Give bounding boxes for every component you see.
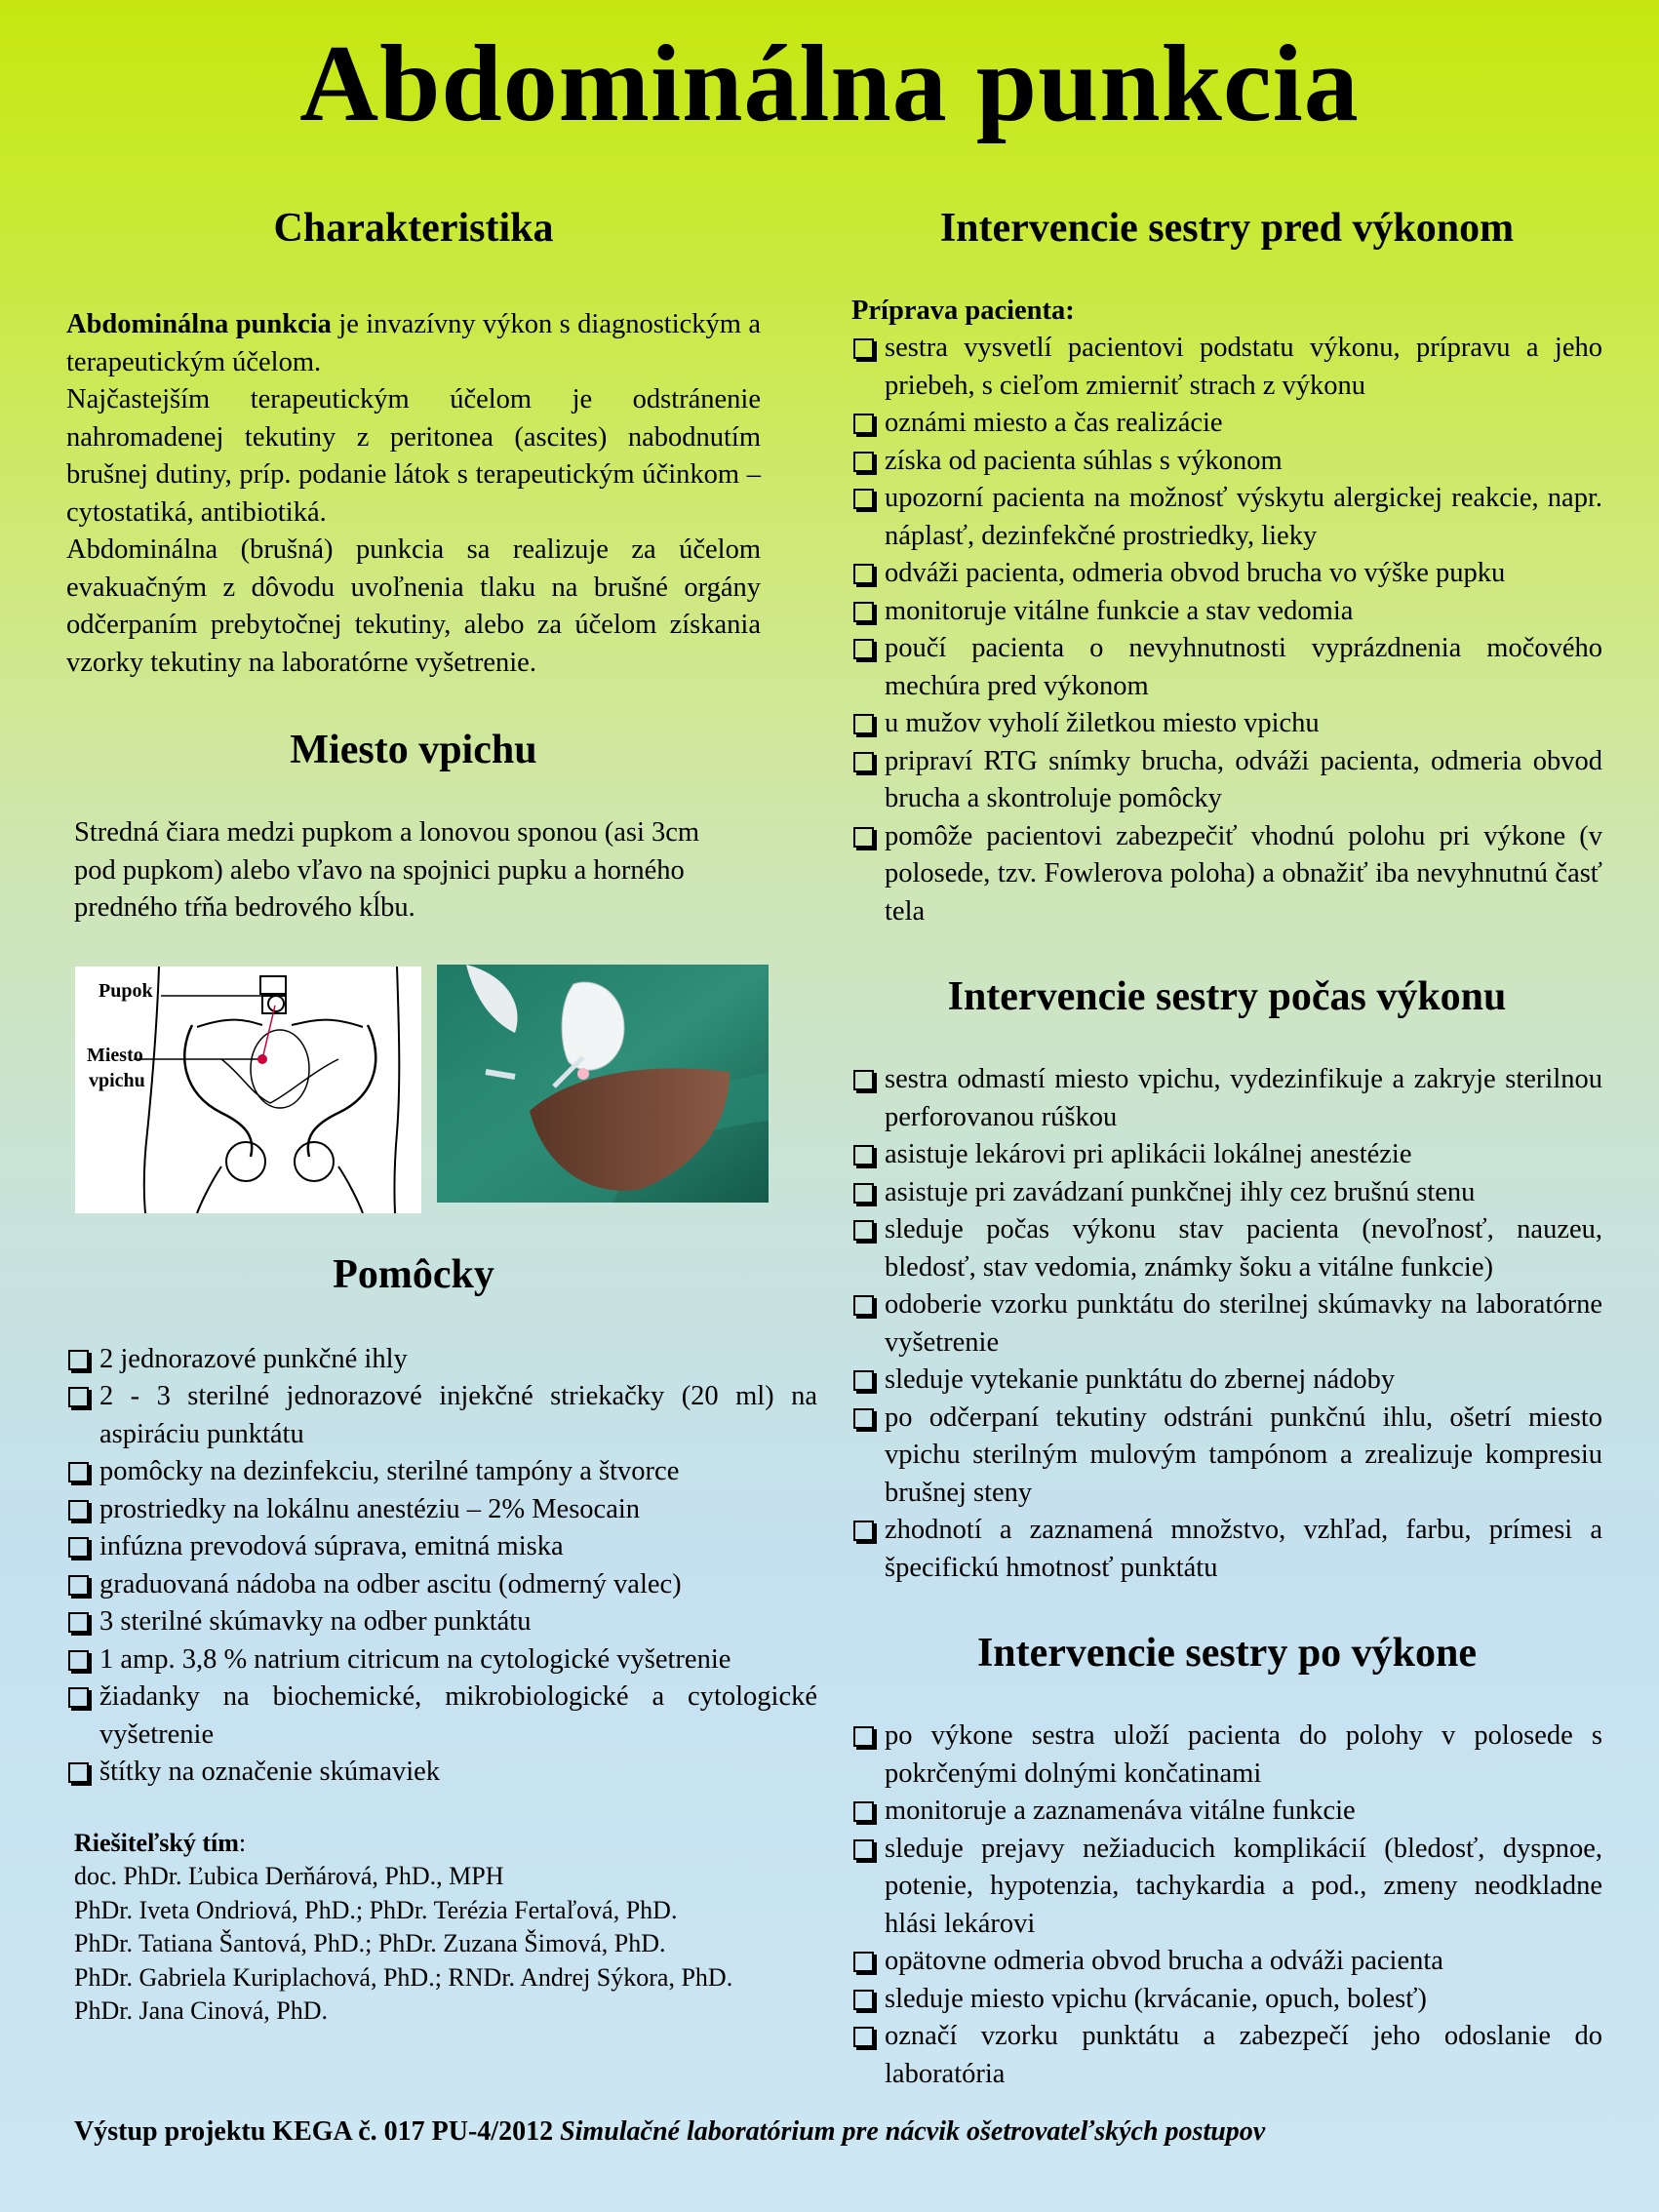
- miesto-heading: Miesto vpichu: [290, 728, 537, 772]
- charakteristika-p1: [66, 306, 761, 381]
- checkbox-icon: [853, 1521, 874, 1541]
- list-item: 2 - 3 sterilné jednorazové injekčné striekačky (20 ml) na aspiráciu punktátu: [66, 1378, 817, 1453]
- checkbox-icon: [68, 1575, 89, 1596]
- list-item: sleduje miesto vpichu (krvácanie, opuch, bolesť): [851, 1981, 1602, 2019]
- list-item: sleduje vytekanie punktátu do zbernej nádoby: [851, 1362, 1602, 1400]
- checkbox-icon: [853, 564, 874, 584]
- checkbox-icon: [68, 1387, 89, 1407]
- list-item: opätovne odmeria obvod brucha a odváži pacienta: [851, 1943, 1602, 1981]
- team-member: doc. PhDr. Ľubica Derňárová, PhD., MPH: [74, 1862, 504, 1890]
- list-item: 1 amp. 3,8 % natrium citricum na cytologické vyšetrenie: [66, 1641, 817, 1679]
- pomocky-heading: Pomôcky: [333, 1251, 494, 1297]
- checkbox-icon: [853, 827, 874, 848]
- team-heading: Riešiteľský tím:: [74, 1828, 247, 1857]
- checkbox-icon: [68, 1762, 89, 1783]
- footer: [74, 2116, 1265, 2148]
- list-item: získa od pacienta súhlas s výkonom: [851, 443, 1602, 481]
- pred-list: [851, 330, 1602, 930]
- checkbox-icon: [853, 1801, 874, 1822]
- checkbox-icon: [68, 1612, 89, 1633]
- checkbox-icon: [853, 1408, 874, 1429]
- label-miesto: Miesto: [87, 1044, 143, 1066]
- charakteristika-bold-term: Abdominálna punkcia: [66, 309, 332, 339]
- list-item: poučí pacienta o nevyhnutnosti vyprázdnenia močového mechúra pred výkonom: [851, 630, 1602, 705]
- list-item: sleduje počas výkonu stav pacienta (nevoľnosť, nauzeu, bledosť, stav vedomia, známky šoku a vitálne funkcie): [851, 1211, 1602, 1286]
- checkbox-icon: [853, 1145, 874, 1165]
- list-item: sleduje prejavy nežiaducich komplikácií (bledosť, dyspnoe, potenie, hypotenzia, tachykardia a pod., zmeny neodkladne hlási lekárovi: [851, 1831, 1602, 1944]
- team-block: [66, 1827, 761, 2029]
- list-item: prostriedky na lokálnu anestéziu – 2% Mesocain: [66, 1491, 817, 1529]
- miesto-text: Stredná čiara medzi pupkom a lonovou sponou (asi 3cm pod pupkom) alebo vľavo na spojnici pupku a horného predného tŕňa bedrového kĺbu.: [74, 817, 700, 923]
- list-item: po odčerpaní tekutiny odstráni punkčnú ihlu, ošetrí miesto vpichu sterilným mulovým tampónom a zrealizuje kompresiu brušnej steny: [851, 1400, 1602, 1513]
- checkbox-icon: [68, 1537, 89, 1558]
- label-pupok: Pupok: [99, 979, 153, 1002]
- checkbox-icon: [853, 1990, 874, 2010]
- team-member: PhDr. Iveta Ondriová, PhD.; PhDr. Terézia Fertaľová, PhD.: [74, 1895, 678, 1924]
- team-member: PhDr. Jana Cinová, PhD.: [74, 1996, 328, 2025]
- pocas-list: [851, 1061, 1602, 1587]
- list-item: zhodnotí a zaznamená množstvo, vzhľad, farbu, prímesi a špecifickú hmotnosť punktátu: [851, 1512, 1602, 1587]
- charakteristika-p1-rest: je invazívny výkon s diagnostickým a terapeutickým účelom.: [66, 309, 761, 377]
- team-member: PhDr. Gabriela Kuriplachová, PhD.; RNDr. Andrej Sýkora, PhD.: [74, 1962, 733, 1992]
- pomocky-list: [66, 1341, 817, 1792]
- charakteristika-text: [66, 306, 761, 682]
- pred-sublabel: Príprava pacienta:: [851, 296, 1075, 326]
- pocas-heading: Intervencie sestry počas výkonu: [947, 974, 1507, 1019]
- charakteristika-p2: Najčastejším terapeutickým účelom je odstránenie nahromadenej tekutiny z peritonea (ascites) nabodnutím brušnej dutiny, príp. podanie látok s terapeutickým účinkom – cytostatiká, antibiotiká.: [66, 384, 761, 528]
- list-item: u mužov vyholí žiletkou miesto vpichu: [851, 705, 1602, 743]
- po-list: [851, 1718, 1602, 2093]
- checkbox-icon: [853, 452, 874, 472]
- footer-project-title: Simulačné laboratórium pre nácvik ošetrovateľských postupov: [560, 2116, 1266, 2147]
- checkbox-icon: [853, 714, 874, 734]
- list-item: štítky na označenie skúmaviek: [66, 1754, 817, 1792]
- list-item: infúzna prevodová súprava, emitná miska: [66, 1528, 817, 1566]
- pred-heading: Intervencie sestry pred výkonom: [939, 206, 1515, 251]
- checkbox-icon: [853, 1295, 874, 1316]
- list-item: po výkone sestra uloží pacienta do polohy v polosede s pokrčenými dolnými končatinami: [851, 1718, 1602, 1793]
- checkbox-icon: [853, 489, 874, 509]
- charakteristika-heading: Charakteristika: [273, 206, 554, 251]
- checkbox-icon: [68, 1350, 89, 1370]
- label-vpichu: vpichu: [89, 1069, 145, 1091]
- list-item: označí vzorku punktátu a zabezpečí jeho odoslanie do laboratória: [851, 2018, 1602, 2093]
- list-item: sestra vysvetlí pacientovi podstatu výkonu, prípravu a jeho priebeh, s cieľom zmierniť strach z výkonu: [851, 330, 1602, 405]
- list-item: 3 sterilné skúmavky na odber punktátu: [66, 1603, 817, 1641]
- list-item: sestra odmastí miesto vpichu, vydezinfikuje a zakryje sterilnou perforovanou rúškou: [851, 1061, 1602, 1136]
- list-item: 2 jednorazové punkčné ihly: [66, 1341, 817, 1379]
- checkbox-icon: [853, 1220, 874, 1241]
- checkbox-icon: [853, 1070, 874, 1090]
- list-item: pomôcky na dezinfekciu, sterilné tampóny a štvorce: [66, 1453, 817, 1491]
- checkbox-icon: [68, 1462, 89, 1482]
- anatomy-diagram: [75, 967, 421, 1213]
- illustrations: [66, 967, 761, 1230]
- list-item: monitoruje a zaznamenáva vitálne funkcie: [851, 1793, 1602, 1831]
- checkbox-icon: [68, 1500, 89, 1521]
- list-item: odoberie vzorku punktátu do sterilnej skúmavky na laboratórne vyšetrenie: [851, 1286, 1602, 1362]
- checkbox-icon: [853, 1183, 874, 1204]
- list-item: graduovaná nádoba na odber ascitu (odmerný valec): [66, 1566, 817, 1604]
- checkbox-icon: [853, 752, 874, 772]
- procedure-photo: [437, 965, 769, 1203]
- charakteristika-p3: Abdominálna (brušná) punkcia sa realizuje za účelom evakuačným z dôvodu uvoľnenia tlaku na brušné orgány odčerpaním prebytočnej tekutiny, alebo za účelom získania vzorky tekutiny na laboratórne vyšetrenie.: [66, 534, 761, 678]
- team-member: PhDr. Tatiana Šantová, PhD.; PhDr. Zuzana Šimová, PhD.: [74, 1929, 666, 1957]
- checkbox-icon: [853, 338, 874, 359]
- checkbox-icon: [853, 414, 874, 434]
- checkbox-icon: [68, 1650, 89, 1671]
- checkbox-icon: [853, 2027, 874, 2047]
- page-title: Abdominálna punkcia: [299, 23, 1360, 144]
- list-item: monitoruje vitálne funkcie a stav vedomia: [851, 593, 1602, 631]
- checkbox-icon: [853, 1839, 874, 1860]
- left-column: [66, 205, 817, 2029]
- right-column: [851, 205, 1602, 2093]
- checkbox-icon: [853, 639, 874, 659]
- list-item: asistuje pri zavádzaní punkčnej ihly cez brušnú stenu: [851, 1174, 1602, 1212]
- list-item: odváži pacienta, odmeria obvod brucha vo výške pupku: [851, 555, 1602, 593]
- footer-project: Výstup projektu KEGA č. 017 PU-4/2012: [74, 2116, 561, 2147]
- checkbox-icon: [853, 1370, 874, 1391]
- list-item: upozorní pacienta na možnosť výskytu alergickej reakcie, napr. náplasť, dezinfekčné prostriedky, lieky: [851, 480, 1602, 555]
- list-item: pripraví RTG snímky brucha, odváži pacienta, odmeria obvod brucha a skontroluje pomôcky: [851, 743, 1602, 818]
- list-item: žiadanky na biochemické, mikrobiologické a cytologické vyšetrenie: [66, 1679, 817, 1754]
- list-item: oznámi miesto a čas realizácie: [851, 405, 1602, 443]
- po-heading: Intervencie sestry po výkone: [976, 1631, 1478, 1676]
- list-item: asistuje lekárovi pri aplikácii lokálnej anestézie: [851, 1136, 1602, 1174]
- checkbox-icon: [853, 1726, 874, 1747]
- checkbox-icon: [853, 602, 874, 622]
- list-item: pomôže pacientovi zabezpečiť vhodnú polohu pri výkone (v polosede, tzv. Fowlerova poloha) a obnažiť iba nevyhnutnú časť tela: [851, 818, 1602, 931]
- checkbox-icon: [68, 1687, 89, 1708]
- checkbox-icon: [853, 1952, 874, 1972]
